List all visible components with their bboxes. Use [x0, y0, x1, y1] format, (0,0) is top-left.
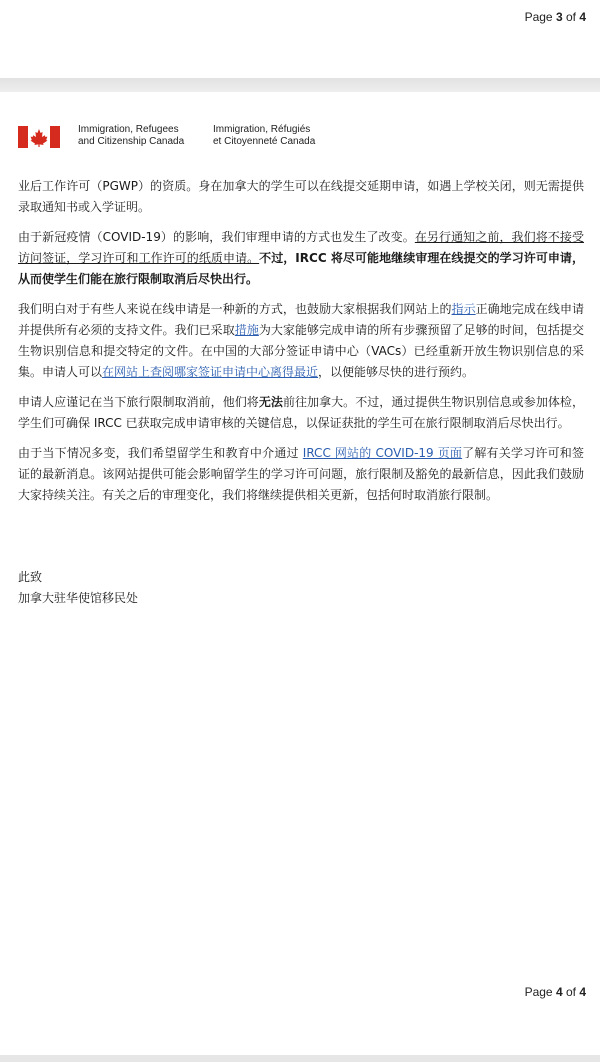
closing-signature: 加拿大驻华使馆移民处: [18, 591, 139, 605]
page-separator: [0, 78, 600, 92]
previous-page-bottom: [0, 0, 600, 78]
department-name-french: Immigration, Réfugiés et Citoyenneté Canada: [213, 124, 316, 147]
ircc-covid-page-link[interactable]: IRCC 网站的 COVID-19 页面: [302, 446, 463, 460]
letter-closing: [18, 567, 138, 609]
bold-unable: 无法: [258, 395, 283, 409]
vac-locator-link[interactable]: 在网站上查阅哪家签证申请中心离得最近: [102, 365, 319, 379]
underlined-notice: 在另行通知之前，我们将不接受访问签证，学习许可和工作许可的纸质申请。: [18, 230, 584, 265]
paragraph-updates: 由于当下情况多变，我们希望留学生和教育中介通过 IRCC 网站的 COVID-19 页面了解有关学习许可和签证的最新消息。该网站提供可能会影响留学生的学习许可问题，旅行限制及豁免的最新信息，因此我们鼓励大家持续关注。有关之后的审理变化，我们将继续提供相关更新，包括何时取消旅行限制。: [18, 446, 584, 502]
paragraph-online-application: 我们明白对于有些人来说在线申请是一种新的方式，也鼓励大家根据我们网站上的指示正确地完成在线申请并提供所有必须的支持文件。我们已采取措施为大家能够完成申请的所有步骤预留了足够的时间，包括提交生物识别信息和提交特定的文件。在中国的大部分签证申请中心（VACs）已经重新开放生物识别信息的采集。申请人可以在网站上查阅哪家签证申请中心离得最近，以便能够尽快的进行预约。: [18, 302, 584, 379]
paragraph-pgwp: 业后工作许可（PGWP）的资质。身在加拿大的学生可以在线提交延期申请，如遇上学校关闭，则无需提供录取通知书或入学证明。: [18, 179, 584, 214]
bold-statement: 不过，IRCC 将尽可能地继续审理在线提交的学习许可申请，从而使学生们能在旅行限制取消后尽快出行。: [18, 251, 584, 286]
paragraph-travel-restrictions: 申请人应谨记在当下旅行限制取消前，他们将无法前往加拿大。不过，通过提供生物识别信息或参加体检，学生们可确保 IRCC 已获取完成申请审核的关键信息，以保证获批的学生可在旅行限制取消后尽快出行。: [18, 395, 584, 430]
page-number-top: Page 3 of 4: [524, 10, 586, 24]
paragraph-covid-processing: 由于新冠疫情（COVID-19）的影响，我们审理申请的方式也发生了改变。在另行通知之前，我们将不接受访问签证，学习许可和工作许可的纸质申请。不过，IRCC 将尽可能地继续审理在线提交的学习许可申请，从而使学生们能在旅行限制取消后尽快出行。: [18, 230, 584, 286]
page-separator-bottom: [0, 1055, 600, 1062]
instructions-link[interactable]: 指示: [451, 302, 476, 316]
closing-salutation: 此致: [18, 570, 43, 584]
page-number-bottom: Page 4 of 4: [524, 985, 586, 999]
letter-body: [18, 176, 584, 515]
ircc-header: [18, 126, 578, 150]
department-name-english: Immigration, Refugees and Citizenship Canada: [78, 124, 185, 147]
measures-link[interactable]: 措施: [234, 323, 259, 337]
canada-flag-icon: [18, 126, 60, 148]
